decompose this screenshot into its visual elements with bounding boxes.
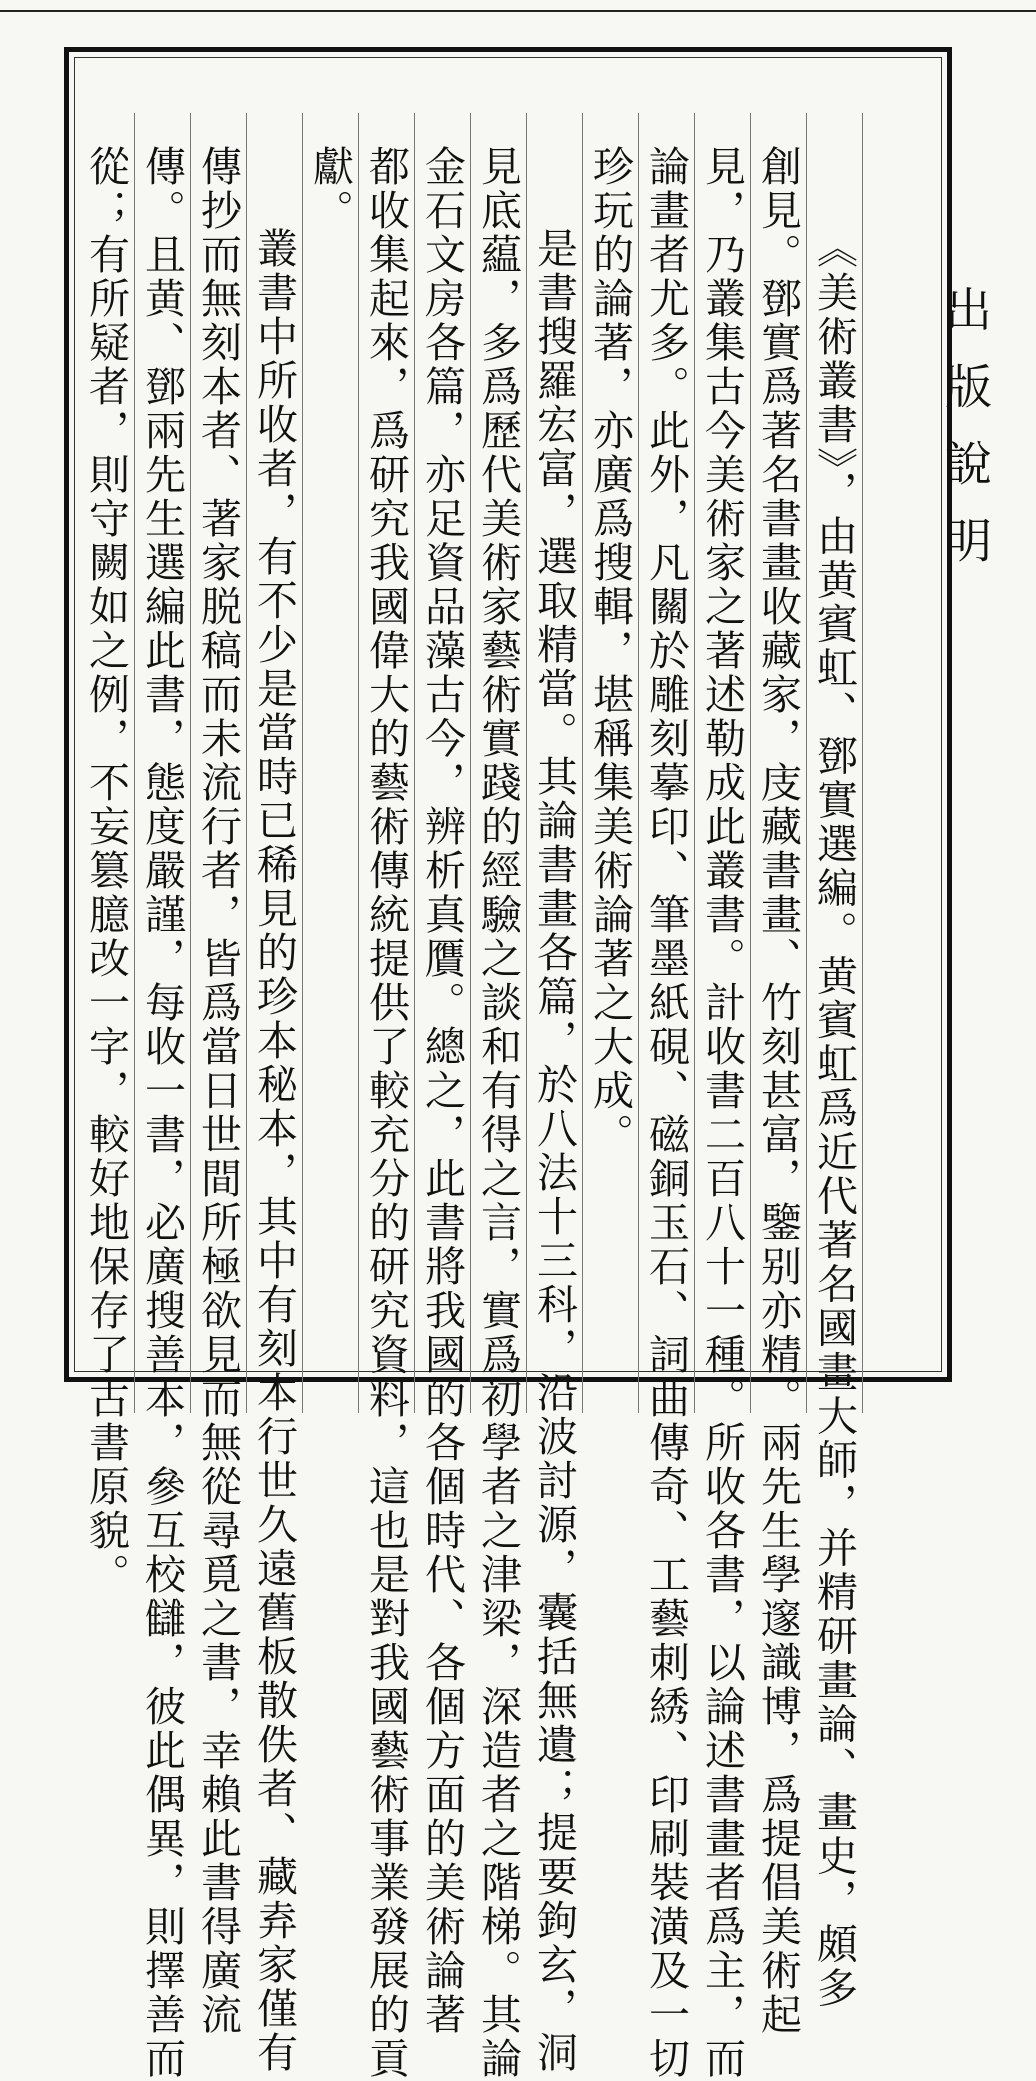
text-area <box>74 57 992 2081</box>
text-column: 珍玩的論著，亦廣爲搜輯，堪稱集美術論著之大成。 <box>586 145 634 1157</box>
text-column: 見底藴，多爲歷代美術家藝術實踐的經驗之談和有得之言，實爲初學者之津梁，深造者之階梯。其論 <box>474 145 522 2081</box>
text-column: 是書搜羅宏富，選取精當。其論書畫各篇，於八法十三科，沿波討源，囊括無遺；提要鉤玄，洞 <box>530 227 578 2075</box>
page-title: 出版說明 <box>937 285 992 593</box>
text-column: 創見。鄧實爲著名書畫收藏家，庋藏書畫、竹刻甚富，鑒别亦精。兩先生學邃識博，爲提倡美術起 <box>754 145 802 2037</box>
text-column: 傳抄而無刻本者、著家脱稿而未流行者，皆爲當日世間所極欲見而無從尋覓之書，幸賴此書得廣流 <box>194 145 242 2037</box>
text-column: 都收集起來，爲研究我國偉大的藝術傳統提供了較充分的研究資料，這也是對我國藝術事業發展的貢 <box>362 145 410 2081</box>
column-rule <box>862 113 863 1413</box>
text-column: 傳。且黄、鄧兩先生選編此書，態度嚴謹，每收一書，必廣搜善本，參互校讎，彼此偶異，則擇善而 <box>138 145 186 2081</box>
text-column: 見，乃叢集古今美術家之著述勒成此叢書。計收書二百八十一種。所收各書，以論述書畫者爲主，而 <box>698 145 746 2081</box>
text-column: 從；有所疑者，則守闕如之例，不妄篡臆改一字，較好地保存了古書原貌。 <box>82 145 130 1597</box>
text-column: 獻。 <box>306 145 354 233</box>
text-column: 《美術叢書》，由黄賓虹、鄧實選編。黄賓虹爲近代著名國畫大師，并精研畫論、畫史，頗多 <box>810 227 858 2011</box>
text-column: 叢書中所收者，有不少是當時已稀見的珍本秘本，其中有刻本行世久遠舊板散佚者、藏弆家僅有 <box>250 227 298 2075</box>
text-column: 論畫者尤多。此外，凡關於雕刻摹印、筆墨紙硯、磁銅玉石、詞曲傳奇、工藝刺綉、印刷裝潢及一切 <box>642 145 690 2081</box>
top-rule <box>0 10 1036 12</box>
text-column: 金石文房各篇，亦足資品藻古今，辨析真贋。總之，此書將我國的各個時代、各個方面的美術論著 <box>418 145 466 2037</box>
